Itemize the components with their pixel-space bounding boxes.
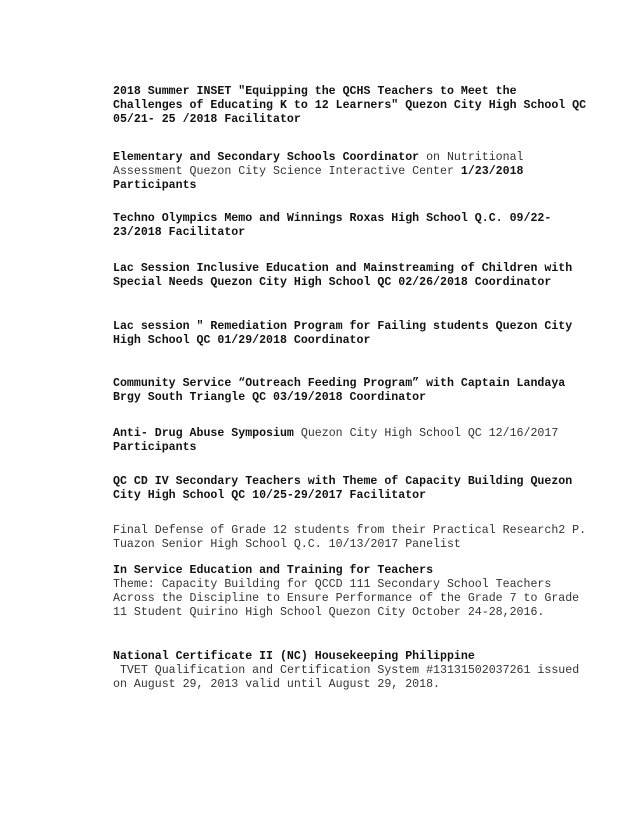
entry-text: Lac session " Remediation Program for Failing students Quezon City High School QC 01/29/2018 Coordinator — [113, 320, 580, 347]
entry-final-defense — [113, 524, 593, 552]
entry-text: Techno Olympics Memo and Winnings Roxas High School Q.C. 09/22-23/2018 Facilitator — [113, 212, 552, 239]
entry-text: Final Defense of Grade 12 students from their Practical Research2 P. Tuazon Senior High School Q.C. 10/13/2017 Panelist — [113, 524, 594, 551]
entry-details: TVET Qualification and Certification System #13131502037261 issued on August 29, 2013 valid until August 29, 2018. — [113, 664, 580, 691]
entry-details: Theme: Capacity Building for QCCD 111 Secondary School Teachers Across the Discipline to Ensure Performance of the Grade 7 to Grade 11 Student Quirino High School Quezon City October 24-28,2016. — [113, 578, 580, 619]
entry-qc-cd-iv — [113, 475, 593, 503]
entry-details: Quezon City High School QC 12/16/2017 — [293, 427, 566, 440]
entry-title: In Service Education and Training for Teachers — [113, 564, 434, 577]
entry-title: Anti- Drug Abuse Symposium — [113, 427, 294, 440]
entry-text: Community Service “Outreach Feeding Program” with Captain Landaya Brgy South Triangle QC 03/19/2018 Coordinator — [113, 377, 573, 404]
entry-inset-teachers — [113, 564, 593, 620]
entry-text: 2018 Summer INSET "Equipping the QCHS Teachers to Meet the Challenges of Educating K to 12 Learners" Quezon City High School QC 05/21- 25 /2018 Facilitator — [113, 85, 594, 126]
entry-lac-remediation — [113, 320, 593, 348]
entry-details: on Nutritional Assessment Quezon City Science Interactive Center — [113, 151, 531, 178]
entry-text: Lac Session Inclusive Education and Mainstreaming of Children with Special Needs Quezon City High School QC 02/26/2018 Coordinator — [113, 262, 580, 289]
entry-anti-drug-symposium — [113, 427, 593, 455]
entry-text: QC CD IV Secondary Teachers with Theme of Capacity Building Quezon City High School QC 10/25-29/2017 Facilitator — [113, 475, 580, 502]
entry-title: National Certificate II (NC) Housekeeping Philippine — [113, 650, 475, 663]
entry-nc-ii-housekeeping — [113, 650, 593, 692]
entry-role: Elementary and Secondary Schools Coordinator — [113, 151, 420, 164]
entry-nutritional-assessment — [113, 151, 593, 193]
entry-inset-2018 — [113, 85, 593, 127]
entry-lac-inclusive-education — [113, 262, 593, 290]
entry-date-role: 1/23/2018 Participants — [113, 165, 531, 192]
entry-role: Participants — [113, 441, 197, 454]
entry-community-service — [113, 377, 593, 405]
entry-techno-olympics — [113, 212, 593, 240]
